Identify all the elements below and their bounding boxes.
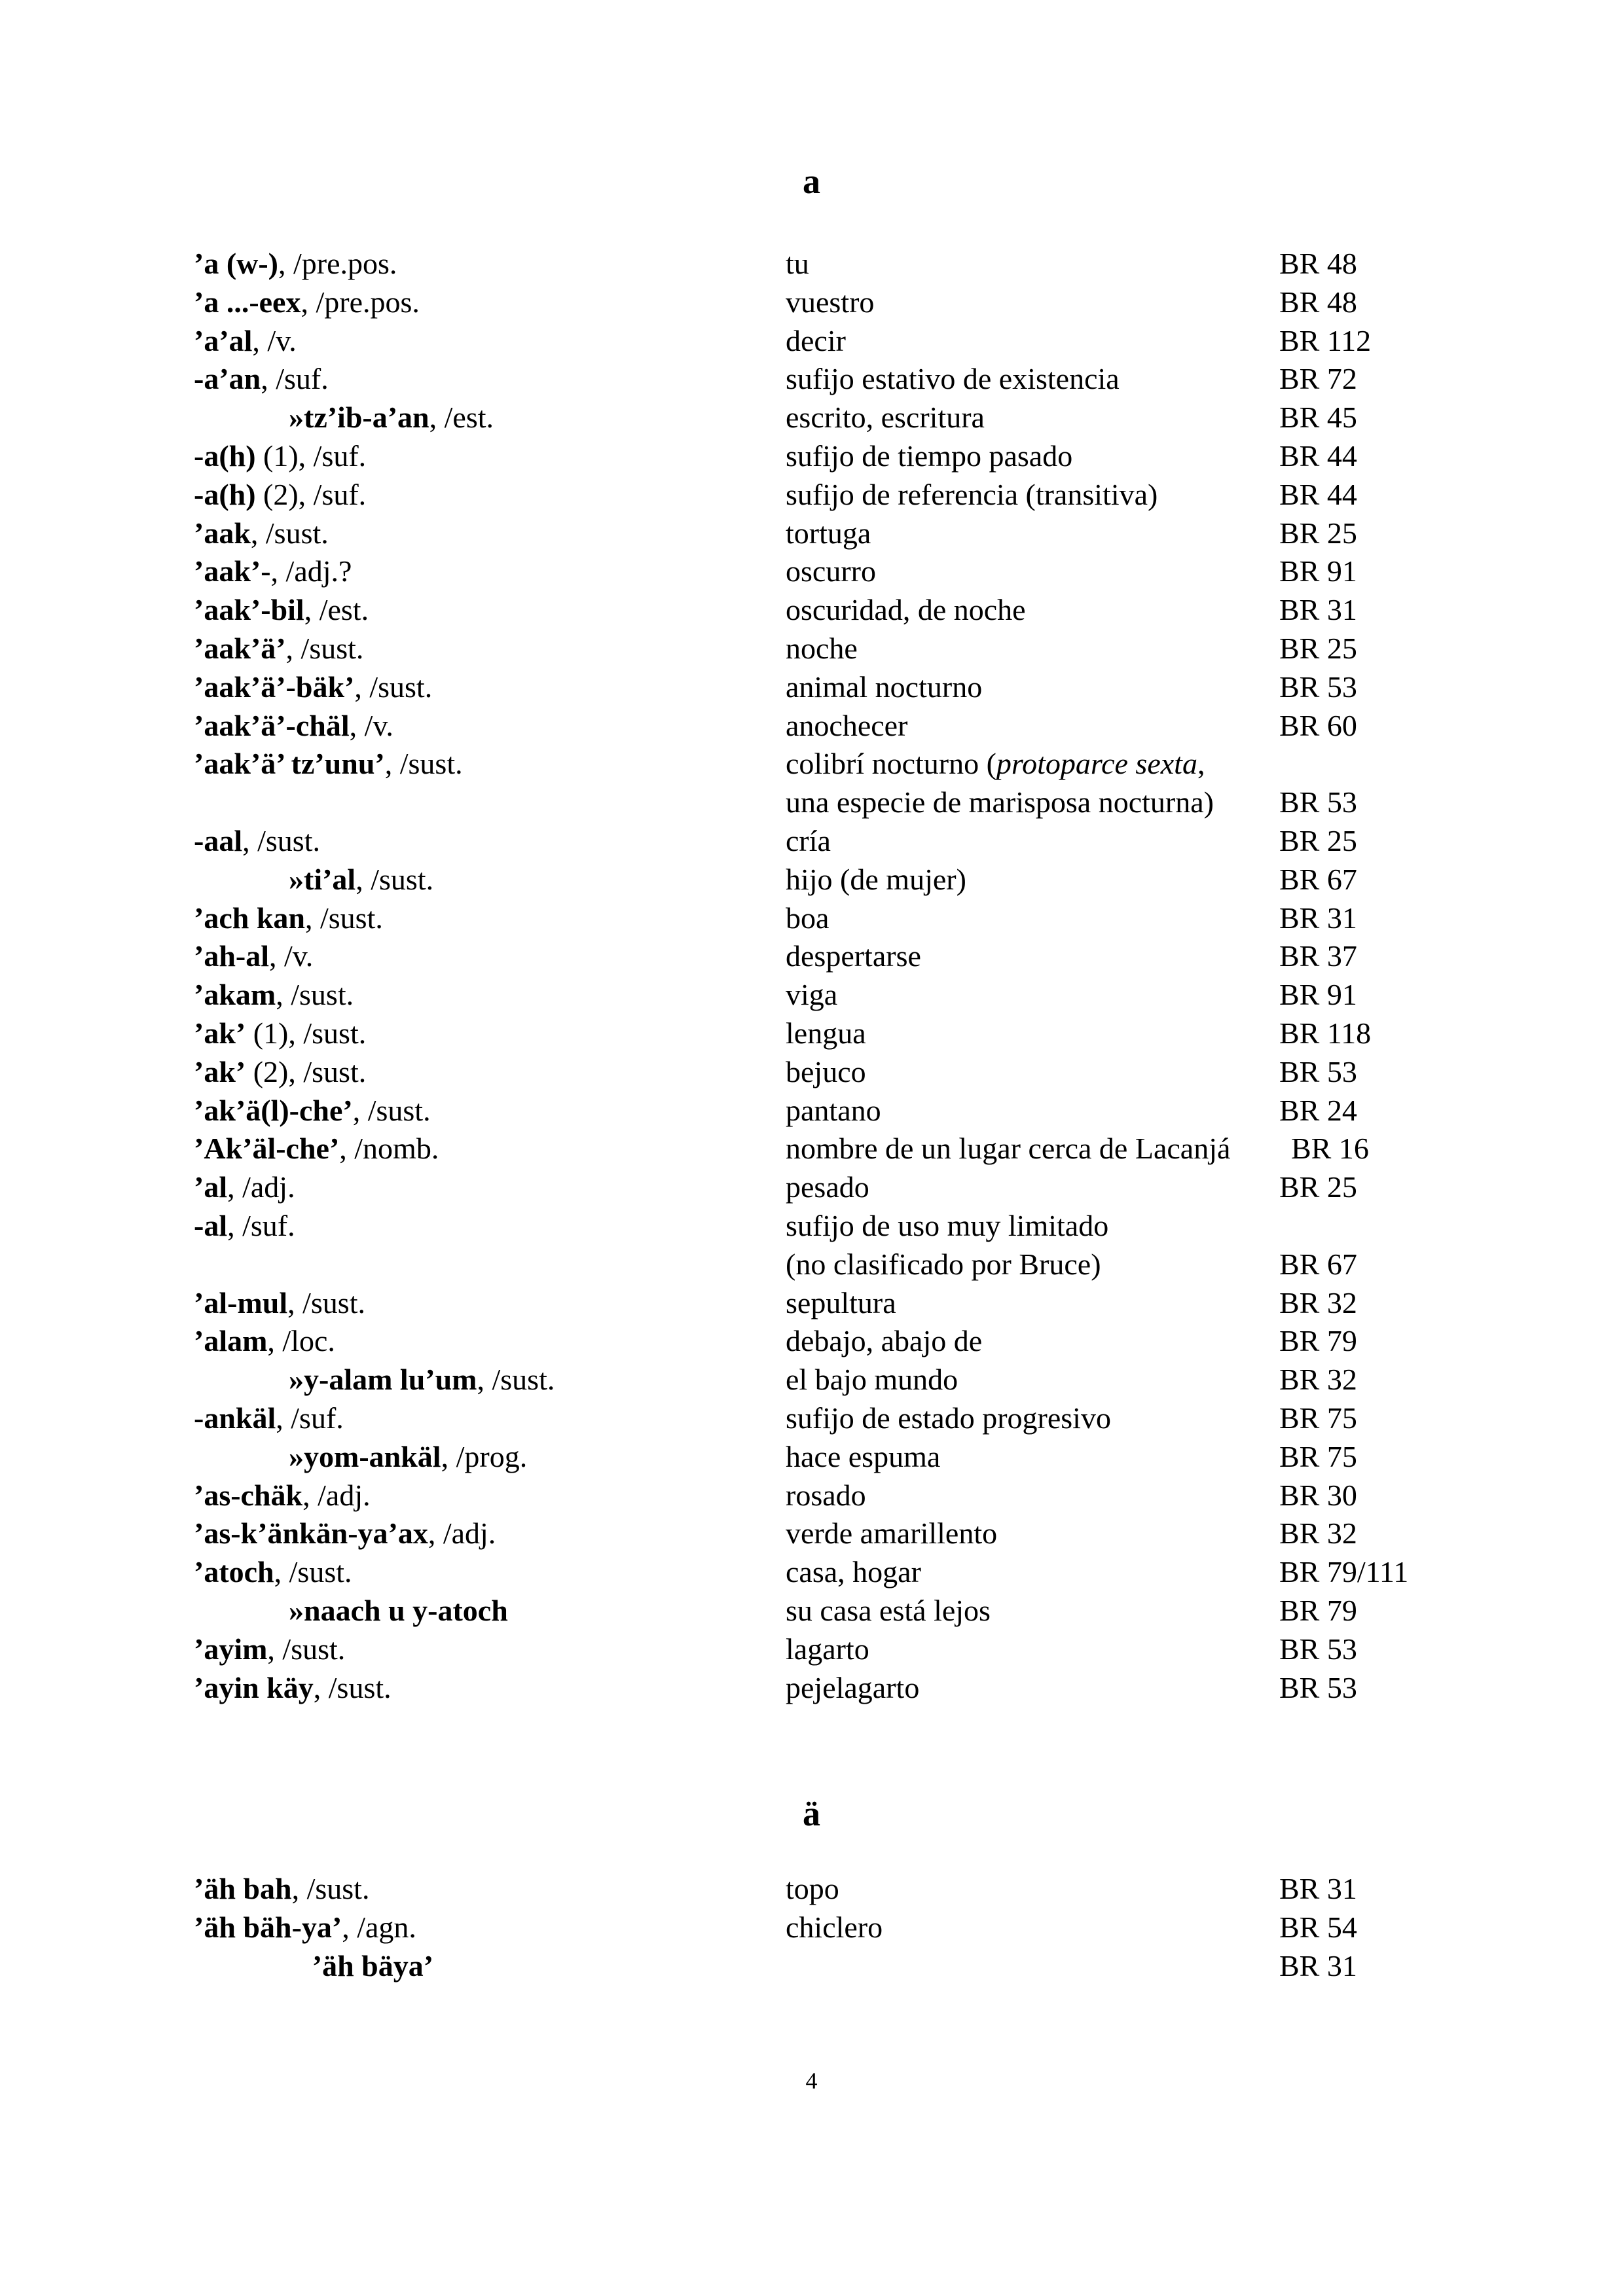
grammar-label: , /pre.pos.: [278, 247, 397, 280]
gloss: bejuco: [786, 1054, 866, 1088]
grammar-label: , /sust.: [242, 824, 320, 857]
headword-cell: [194, 1476, 371, 1515]
headword: »ti’al: [289, 862, 356, 896]
gloss-italic: protoparce sexta: [996, 747, 1197, 781]
headword-cell: [194, 1052, 366, 1091]
sub-entry: [289, 860, 433, 899]
gloss: lagarto: [786, 1632, 869, 1666]
reference: BR 118: [1279, 1016, 1372, 1050]
grammar-label: , /adj.: [227, 1170, 295, 1204]
dictionary-entry-row: [0, 1052, 1623, 1091]
grammar-label: , /suf.: [261, 362, 329, 396]
gloss: viga: [786, 978, 838, 1012]
gloss: debajo, abajo de: [786, 1324, 983, 1358]
headword-cell: [194, 1908, 416, 1946]
headword: ’aak: [194, 516, 251, 550]
headword: ’ah-al: [194, 939, 269, 973]
dictionary-entry-row: [0, 1630, 1623, 1668]
headword: ’aak’ä’: [194, 632, 286, 665]
dictionary-entry-row: [0, 1668, 1623, 1707]
reference: BR 53: [1279, 1054, 1357, 1088]
dictionary-entry-row: [0, 668, 1623, 706]
grammar-label: , /sust.: [313, 1670, 392, 1704]
headword-cell: [194, 359, 329, 398]
gloss: sufijo de referencia (transitiva): [786, 477, 1158, 511]
headword: »y-alam lu’um: [289, 1363, 477, 1397]
grammar-label: , /sust.: [354, 670, 433, 704]
gloss: su casa está lejos: [786, 1594, 991, 1627]
headword-cell: [194, 514, 329, 552]
gloss: pesado: [786, 1170, 869, 1204]
headword: -al: [194, 1209, 228, 1242]
gloss: escrito, escritura: [786, 401, 985, 435]
grammar-label: , /sust.: [384, 747, 463, 781]
headword-cell: [194, 975, 354, 1014]
gloss: pejelagarto: [786, 1670, 920, 1704]
reference: BR 53: [1279, 785, 1357, 819]
grammar-label: (2), /suf.: [255, 477, 367, 511]
headword: ’aak’ä’-bäk’: [194, 670, 355, 704]
reference: BR 53: [1279, 670, 1357, 704]
dictionary-entry-row: [0, 1091, 1623, 1130]
gloss: sufijo de tiempo pasado: [786, 439, 1073, 473]
gloss: decir: [786, 323, 846, 357]
headword-cell: [194, 744, 463, 783]
headword: ’alam: [194, 1324, 268, 1358]
reference: BR 25: [1279, 516, 1357, 550]
headword-cell: [194, 1630, 345, 1668]
reference: BR 53: [1279, 1670, 1357, 1704]
dictionary-entry-row: [0, 899, 1623, 937]
dictionary-entry-row: [0, 706, 1623, 745]
headword-cell: [194, 1091, 431, 1130]
headword: ’ak’: [194, 1016, 246, 1050]
headword: ’ayin käy: [194, 1670, 314, 1704]
headword: ’ak’: [194, 1054, 246, 1088]
headword-cell: [194, 1129, 439, 1168]
dictionary-entry-row: [0, 1399, 1623, 1437]
headword: -ankäl: [194, 1401, 276, 1435]
headword: ’as-k’änkän-ya’ax: [194, 1516, 428, 1551]
headword-cell: [194, 899, 383, 937]
reference: BR 31: [1279, 1872, 1357, 1905]
headword: ’ayim: [194, 1632, 268, 1666]
gloss: sufijo de estado progresivo: [786, 1401, 1111, 1435]
dictionary-entry-row: [0, 975, 1623, 1014]
dictionary-entry-row: [0, 1168, 1623, 1206]
headword: »naach u y-atoch: [289, 1594, 508, 1627]
headword: ’al: [194, 1170, 228, 1204]
grammar-label: , /nomb.: [339, 1132, 439, 1166]
grammar-label: , /sust.: [287, 1285, 365, 1319]
headword: ’as-chäk: [194, 1478, 303, 1512]
headword-cell: [194, 321, 297, 360]
headword-cell: [194, 629, 363, 668]
dictionary-entry-row: [0, 398, 1623, 437]
gloss: casa, hogar: [786, 1555, 921, 1589]
dictionary-entry-row: [0, 1283, 1623, 1322]
gloss: nombre de un lugar cerca de Lacanjá: [786, 1132, 1231, 1166]
headword: -a(h): [194, 439, 256, 473]
reference: BR 60: [1279, 708, 1357, 742]
sub-entry: [289, 1946, 433, 1985]
dictionary-entry-row: [0, 1245, 1623, 1283]
reference: BR 44: [1279, 439, 1357, 473]
headword: ’äh bah: [194, 1872, 292, 1905]
headword-cell: [194, 1514, 496, 1552]
headword: ’a (w-): [194, 247, 278, 280]
grammar-label: , /sust.: [276, 978, 354, 1012]
reference: BR 30: [1279, 1478, 1357, 1512]
dictionary-entry-row: [0, 1437, 1623, 1476]
gloss: pantano: [786, 1093, 881, 1127]
dictionary-entry-row: [0, 1591, 1623, 1630]
section-letter-heading: ä: [803, 1794, 820, 1833]
gloss: tu: [786, 247, 809, 280]
gloss: cría: [786, 824, 831, 857]
reference: BR 54: [1279, 1910, 1357, 1944]
reference: BR 31: [1279, 1948, 1357, 1982]
reference: BR 31: [1279, 593, 1357, 627]
sub-entry: [289, 1437, 527, 1476]
grammar-label: , /loc.: [267, 1324, 335, 1358]
dictionary-entry-row: [0, 1869, 1623, 1908]
reference: BR 75: [1279, 1439, 1357, 1473]
reference: BR 53: [1279, 1632, 1357, 1666]
grammar-label: , /adj.?: [270, 554, 352, 588]
gloss: chiclero: [786, 1910, 883, 1944]
headword: ’a’al: [194, 323, 253, 357]
reference: BR 91: [1279, 978, 1357, 1012]
grammar-label: , /sust.: [291, 1872, 370, 1905]
headword: ’akam: [194, 978, 276, 1012]
headword-cell: [194, 821, 320, 860]
grammar-label: , /est.: [304, 593, 369, 627]
headword: ’aak’-: [194, 554, 271, 588]
grammar-label: , /sust.: [274, 1555, 352, 1589]
grammar-label: , /pre.pos.: [301, 285, 420, 319]
headword-cell: [194, 1668, 392, 1707]
dictionary-entry-row: [0, 552, 1623, 590]
headword-cell: [194, 706, 393, 745]
dictionary-entry-row: [0, 1514, 1623, 1552]
headword-cell: [194, 244, 397, 283]
reference: BR 48: [1279, 285, 1357, 319]
gloss: [786, 744, 1205, 783]
gloss: oscurro: [786, 554, 876, 588]
sub-entry: [289, 1360, 555, 1399]
headword-cell: [194, 1168, 295, 1206]
grammar-label: , /suf.: [276, 1401, 344, 1435]
grammar-label: , /sust.: [477, 1363, 555, 1397]
gloss: (no clasificado por Bruce): [786, 1247, 1101, 1281]
dictionary-entry-row: [0, 1552, 1623, 1591]
headword: ’al-mul: [194, 1285, 288, 1319]
gloss: el bajo mundo: [786, 1363, 958, 1397]
reference: BR 91: [1279, 554, 1357, 588]
headword-cell: [194, 1321, 335, 1360]
headword-cell: [194, 1206, 295, 1245]
dictionary-entry-row: [0, 283, 1623, 321]
dictionary-entry-row: [0, 359, 1623, 398]
gloss: noche: [786, 632, 858, 665]
gloss: sepultura: [786, 1285, 896, 1319]
reference: BR 32: [1279, 1516, 1357, 1551]
dictionary-entry-row: [0, 475, 1623, 514]
headword: »tz’ib-a’an: [289, 401, 429, 435]
grammar-label: , /sust.: [356, 862, 434, 896]
reference: BR 112: [1279, 323, 1372, 357]
headword: ’äh bäh-ya’: [194, 1910, 342, 1944]
reference: BR 67: [1279, 862, 1357, 896]
grammar-label: , /v.: [269, 939, 314, 973]
grammar-label: , /prog.: [441, 1439, 528, 1473]
grammar-label: (1), /sust.: [246, 1016, 367, 1050]
gloss: boa: [786, 901, 830, 935]
grammar-label: (1), /suf.: [255, 439, 367, 473]
gloss-text: colibrí nocturno (: [786, 747, 996, 781]
reference: BR 32: [1279, 1285, 1357, 1319]
grammar-label: , /est.: [429, 401, 494, 435]
gloss: verde amarillento: [786, 1516, 998, 1551]
grammar-label: , /sust.: [285, 632, 364, 665]
headword-cell: [194, 283, 420, 321]
dictionary-entry-row: [0, 437, 1623, 475]
dictionary-entry-row: [0, 744, 1623, 783]
grammar-label: , /v.: [349, 708, 393, 742]
reference: BR 16: [1291, 1132, 1369, 1166]
grammar-label: , /adj.: [302, 1478, 371, 1512]
grammar-label: , /sust.: [267, 1632, 346, 1666]
gloss: lengua: [786, 1016, 866, 1050]
headword-cell: [194, 1399, 344, 1437]
headword-cell: [194, 1869, 369, 1908]
dictionary-entry-row: [0, 590, 1623, 629]
headword-cell: [194, 437, 366, 475]
headword: -a’an: [194, 362, 261, 396]
reference: BR 79: [1279, 1324, 1357, 1358]
grammar-label: (2), /sust.: [246, 1054, 367, 1088]
reference: BR 32: [1279, 1363, 1357, 1397]
headword-cell: [194, 590, 369, 629]
sub-entry: [289, 398, 494, 437]
grammar-label: , /agn.: [342, 1910, 416, 1944]
grammar-label: , /suf.: [227, 1209, 295, 1242]
dictionary-entry-row: [0, 321, 1623, 360]
grammar-label: , /sust.: [304, 901, 383, 935]
gloss: sufijo estativo de existencia: [786, 362, 1120, 396]
dictionary-entry-row: [0, 1321, 1623, 1360]
headword: -aal: [194, 824, 243, 857]
dictionary-entry-row: [0, 1014, 1623, 1052]
headword-cell: [194, 937, 313, 975]
gloss: anochecer: [786, 708, 908, 742]
headword-cell: [194, 1014, 366, 1052]
gloss: vuestro: [786, 285, 875, 319]
reference: BR 25: [1279, 824, 1357, 857]
reference: BR 44: [1279, 477, 1357, 511]
headword-cell: [194, 1552, 352, 1591]
headword-cell: [194, 475, 366, 514]
arrow-marker: [289, 1949, 312, 1982]
gloss: sufijo de uso muy limitado: [786, 1209, 1109, 1242]
headword: ’aak’-bil: [194, 593, 304, 627]
headword: ’aak’ä’ tz’unu’: [194, 747, 385, 781]
gloss: rosado: [786, 1478, 866, 1512]
sub-entry: [289, 1591, 508, 1630]
gloss-text: ,: [1197, 747, 1205, 781]
reference: BR 45: [1279, 401, 1357, 435]
reference: BR 25: [1279, 632, 1357, 665]
dictionary-entry-row: [0, 1476, 1623, 1515]
headword: -a(h): [194, 477, 256, 511]
headword-cell: [194, 1283, 365, 1322]
reference: BR 25: [1279, 1170, 1357, 1204]
dictionary-entry-row: [0, 1946, 1623, 1985]
headword: »yom-ankäl: [289, 1439, 441, 1473]
reference: BR 79/111: [1279, 1555, 1409, 1589]
dictionary-entry-row: [0, 1908, 1623, 1946]
gloss: oscuridad, de noche: [786, 593, 1026, 627]
dictionary-entry-row: [0, 860, 1623, 899]
reference: BR 72: [1279, 362, 1357, 396]
page-number: 4: [805, 2068, 818, 2094]
reference: BR 31: [1279, 901, 1357, 935]
dictionary-entry-row: [0, 783, 1623, 821]
headword: ’Ak’äl-che’: [194, 1132, 340, 1166]
dictionary-entry-row: [0, 821, 1623, 860]
reference: BR 24: [1279, 1093, 1357, 1127]
gloss: hijo (de mujer): [786, 862, 966, 896]
headword: ’ak’ä(l)-che’: [194, 1093, 353, 1127]
headword: ’atoch: [194, 1555, 274, 1589]
headword: ’äh bäya’: [289, 1948, 410, 1982]
gloss: una especie de marisposa nocturna): [786, 785, 1214, 819]
dictionary-entry-row: [0, 937, 1623, 975]
grammar-label: , /adj.: [428, 1516, 496, 1551]
reference: BR 37: [1279, 939, 1357, 973]
headword: ’a ...-eex: [194, 285, 301, 319]
headword: ’ach kan: [194, 901, 305, 935]
dictionary-entry-row: [0, 1360, 1623, 1399]
dictionary-entry-row: [0, 244, 1623, 283]
dictionary-entry-row: [0, 1206, 1623, 1245]
dictionary-entry-row: [0, 1129, 1623, 1168]
headword-cell: [194, 552, 352, 590]
headword: ’aak’ä’-chäl: [194, 708, 350, 742]
reference: BR 67: [1279, 1247, 1357, 1281]
section-letter-heading: a: [803, 162, 820, 201]
reference: BR 75: [1279, 1401, 1357, 1435]
dictionary-entry-row: [0, 514, 1623, 552]
gloss: topo: [786, 1872, 839, 1905]
gloss: animal nocturno: [786, 670, 983, 704]
reference: BR 48: [1279, 247, 1357, 280]
grammar-label: , /v.: [252, 323, 297, 357]
gloss: hace espuma: [786, 1439, 941, 1473]
dictionary-entry-row: [0, 629, 1623, 668]
headword-cell: [194, 668, 432, 706]
grammar-label: , /sust.: [250, 516, 329, 550]
grammar-label: , /sust.: [352, 1093, 431, 1127]
gloss: despertarse: [786, 939, 921, 973]
reference: BR 79: [1279, 1594, 1357, 1627]
gloss: tortuga: [786, 516, 871, 550]
